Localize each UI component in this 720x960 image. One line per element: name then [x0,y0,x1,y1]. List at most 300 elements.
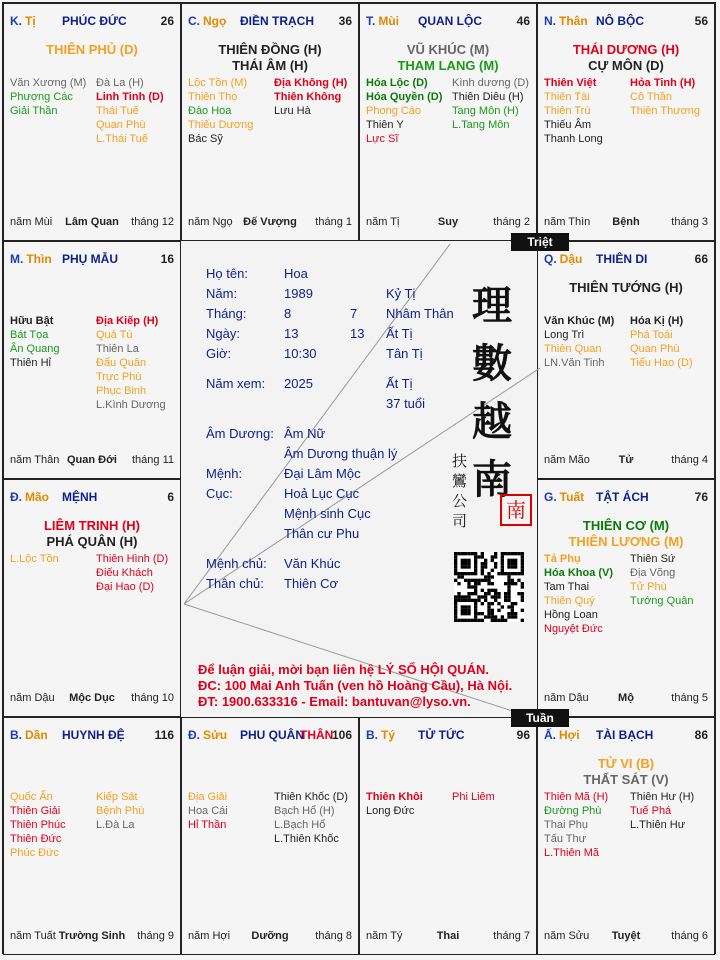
palace-header [10,14,174,30]
minor-star: Thai Phụ [544,819,589,831]
day-label: Ngày: [206,326,240,341]
minor-stars-left [544,790,630,860]
palace-name: PHÚC ĐỨC [62,14,127,28]
palace-age: 76 [694,490,708,504]
palace-age: 106 [331,728,352,742]
minor-star: Địa Kiếp (H) [96,315,159,327]
minor-star: Phục Binh [96,385,147,397]
palace-header [10,252,174,268]
contact-line1: Để luận giải, mời bạn liên hệ LÝ SỐ HỘI QUÁN. [198,662,489,677]
palace-header [544,490,708,506]
contact-line2: ĐC: 100 Mai Anh Tuấn (ven hồ Hoàng Cầu), Hà Nội. [198,678,513,693]
minor-stars-right [96,76,182,146]
minor-star: Hóa Lộc (D) [366,77,428,89]
minor-star: L.Thái Tuế [96,133,148,145]
minor-star: Đà La (H) [96,77,144,89]
palace-name: HUYNH ĐỆ [62,728,125,742]
palace-header [544,14,708,30]
hour-can: Tân Tị [386,346,423,361]
minor-star: Ân Quang [10,343,60,355]
minor-star: Thiên Sứ [630,553,676,565]
minor-star: Linh Tinh (D) [96,91,164,103]
triet-badge: Triệt [511,233,569,251]
palace-year: năm Mùi [10,216,53,228]
minor-star: Thiên Khốc (D) [274,791,348,803]
age-value: 37 tuổi [386,396,426,411]
palace-month: tháng 4 [671,454,708,466]
palace-can: Ấ. [544,728,556,742]
month-lunar: 7 [350,306,358,321]
year-can: Kỷ Tị [386,286,416,301]
palace-stage: Mộ [618,692,634,704]
palace-stage: Thai [436,930,460,942]
contact-line3: ĐT: 1900.633316 - Email: bantuvan@lyso.vn. [198,694,471,709]
minor-star: Thiên La [96,343,139,355]
minor-star: L.Thiên Mã [544,847,600,859]
palace-month: tháng 6 [671,930,708,942]
minor-star: Thiên Phúc [10,819,66,831]
palace-chi: Tị [25,14,36,28]
main-stars [538,280,714,296]
minor-star: Thiên Hư (H) [630,791,695,803]
palace-month: tháng 3 [671,216,708,228]
palace-month: tháng 12 [131,216,174,228]
palace-footer [544,692,708,706]
minor-stars-left [544,552,630,636]
palace-chi: Mùi [378,14,400,28]
minor-star: Địa Không (H) [274,77,348,89]
tu-vi-chart [2,2,716,954]
hour-value: 10:30 [284,346,317,361]
minor-stars-right [96,790,182,832]
palace-header [188,14,352,30]
minor-star: Cô Thần [630,91,672,103]
minor-star: Thiên Thương [630,105,701,117]
minor-star: Lưu Hà [274,105,311,117]
minor-star: Giải Thần [10,105,58,117]
minor-star: Long Trì [544,329,585,341]
palace-name: TÀI BẠCH [596,728,654,742]
day-can: Ất Tị [386,326,413,341]
palace-can: T. [366,14,376,28]
calligraphy-char: 理 [472,282,512,329]
palace-chi: Thìn [26,252,52,266]
minor-star: L.Lộc Tồn [10,553,59,565]
palace-footer [10,692,174,706]
menh-value: Đại Lâm Mộc [284,466,361,481]
cuc-relation: Mệnh sinh Cục [284,506,371,521]
palace-age: 46 [516,14,530,28]
palace-cell-ty[interactable] [3,3,181,241]
palace-month: tháng 2 [493,216,530,228]
minor-stars-left [188,76,274,146]
palace-cell-mui[interactable] [359,3,537,241]
minor-stars-right [630,76,716,118]
palace-stage: Trường Sinh [58,930,126,942]
minor-star: Bát Tọa [10,329,49,341]
palace-year: năm Mão [544,454,590,466]
palace-footer [544,216,708,230]
minor-star: Thiên Hỉ [10,357,51,369]
minor-star: Đào Hoa [188,105,232,117]
palace-age: 96 [516,728,530,742]
minor-star: Tấu Thư [544,833,587,845]
palace-cell-mao[interactable] [3,479,181,717]
year-solar: 1989 [284,286,313,301]
main-stars [182,42,358,74]
palace-month: tháng 7 [493,930,530,942]
main-star: VŨ KHÚC (M) [406,42,490,57]
minor-stars-left [10,790,96,860]
minor-star: Thiên Quan [544,343,602,355]
minor-star: Quả Tú [96,329,133,341]
minor-star: Văn Xương (M) [10,77,87,89]
calligraphy-small-char: 司 [452,512,468,530]
palace-can: M. [10,252,24,266]
main-star: THIÊN CƠ (M) [582,518,670,533]
than-chu-label: Thân chủ: [206,576,264,591]
palace-chi: Dậu [559,252,583,266]
minor-star: Lực Sĩ [366,133,399,145]
minor-star: Phi Liêm [452,791,495,803]
minor-stars-left [544,76,630,146]
palace-chi: Mão [25,490,49,504]
minor-stars-right [630,314,716,370]
main-stars [538,756,714,788]
palace-stage: Lâm Quan [65,216,119,228]
month-solar: 8 [284,306,292,321]
palace-stage: Dưỡng [251,930,289,942]
minor-star: L.Thiên Khốc [274,833,339,845]
minor-star: Đại Hao (D) [96,581,155,593]
minor-star: Thiếu Âm [544,119,592,131]
palace-year: năm Tý [366,930,403,942]
palace-footer [544,454,708,468]
minor-stars-right [630,552,716,608]
minor-star: L.Tang Môn [452,119,510,131]
than-chu-value: Thiên Cơ [284,576,339,591]
minor-star: L.Đà La [96,819,135,831]
palace-can: Đ. [188,728,200,742]
palace-age: 6 [167,490,174,504]
day-solar: 13 [284,326,299,341]
palace-age: 66 [694,252,708,266]
center-info-panel [184,244,540,720]
month-label: Tháng: [206,306,247,321]
minor-star: Thiên Trù [544,105,591,117]
palace-can: Q. [544,252,557,266]
minor-stars-left [10,76,96,118]
palace-chi: Tý [381,728,396,742]
palace-cell-thin[interactable] [3,241,181,479]
palace-age: 56 [694,14,708,28]
palace-month: tháng 9 [137,930,174,942]
palace-can: N. [544,14,556,28]
palace-year: năm Sửu [544,930,590,942]
palace-cell-hoi[interactable] [537,717,715,955]
main-stars [538,518,714,550]
minor-star: Phượng Các [10,91,73,103]
palace-stage: Đế Vượng [243,216,297,228]
palace-stage: Bệnh [612,216,640,228]
minor-star: Long Đức [366,805,415,817]
minor-star: Kiếp Sát [96,791,138,803]
palace-footer [10,216,174,230]
day-lunar: 13 [350,326,365,341]
palace-year: năm Thân [10,454,60,466]
palace-header [10,490,174,506]
main-star: THÁI DƯƠNG (H) [572,42,680,57]
palace-year: năm Tuất [10,930,56,942]
minor-star: Đẩu Quân [96,357,147,369]
minor-star: Hồng Loan [544,609,598,621]
main-star: THIÊN PHỦ (D) [46,42,138,57]
minor-star: Thiên Quý [544,595,595,607]
minor-star: Thiên Việt [544,77,597,89]
palace-stage: Tử [618,454,634,466]
palace-cell-dan[interactable] [3,717,181,955]
main-stars [538,42,714,74]
name-label: Họ tên: [206,266,248,281]
name-value: Hoa [284,266,308,281]
palace-can: Đ. [10,490,22,504]
minor-star: Thiên Mã (H) [544,791,609,803]
calligraphy-char: 南 [472,456,512,503]
main-star: PHÁ QUÂN (H) [46,534,138,549]
palace-name: QUAN LỘC [418,14,482,28]
palace-year: năm Thìn [544,216,591,228]
main-star: CỰ MÔN (D) [588,58,664,73]
minor-star: Thiếu Dương [188,119,254,131]
palace-can: B. [366,728,378,742]
tuan-badge: Tuần [511,709,569,727]
palace-chi: Tuất [559,490,585,504]
menh-chu-label: Mệnh chủ: [206,556,267,571]
main-star: THAM LANG (M) [397,58,499,73]
palace-month: tháng 8 [315,930,352,942]
minor-star: Tam Thai [544,581,590,593]
palace-year: năm Hợi [188,930,231,942]
palace-month: tháng 5 [671,692,708,704]
palace-footer [188,216,352,230]
calligraphy-char: 越 [472,398,512,445]
minor-star: Tử Phù [630,581,667,593]
minor-star: Phá Toái [630,329,673,341]
palace-cell-suu[interactable] [181,717,359,955]
palace-chi: Hợi [559,728,580,742]
palace-footer [366,216,530,230]
minor-star: Kình dương (D) [452,77,529,89]
main-star: TỬ VI (B) [597,756,655,771]
palace-age: 16 [160,252,174,266]
view-year-can: Ất Tị [386,376,413,391]
palace-month: tháng 1 [315,216,352,228]
menh-chu-value: Văn Khúc [284,556,341,571]
minor-stars-right [96,314,182,412]
palace-cell-than[interactable] [537,3,715,241]
hour-label: Giờ: [206,346,232,361]
palace-cell-dau[interactable] [537,241,715,479]
main-star: THÁI ÂM (H) [232,58,308,73]
palace-chi: Dần [25,728,48,742]
minor-star: Bác Sỹ [188,133,223,145]
minor-star: Địa Giải [188,791,228,803]
minor-star: Thiên Giải [10,805,61,817]
minor-stars-left [366,76,452,146]
minor-stars-left [10,552,96,566]
minor-star: Quan Phù [96,119,146,131]
palace-footer [544,930,708,944]
calligraphy-small-char: 扶 [452,452,468,470]
minor-star: Tướng Quân [630,595,694,607]
seal-stamp: 南 [500,494,532,526]
palace-month: tháng 11 [131,454,174,466]
palace-age: 26 [160,14,174,28]
calligraphy-char: 數 [472,340,512,387]
palace-name: PHỤ MẪU [62,252,118,266]
cuc-label: Cục: [206,486,233,501]
main-star: THIÊN TƯỚNG (H) [569,280,683,295]
minor-star: Thiên Đức [10,833,62,845]
minor-stars-right [452,76,538,132]
minor-star: Tiểu Hao (D) [630,357,693,369]
main-stars [4,42,180,58]
palace-can: C. [188,14,200,28]
minor-stars-left [10,314,96,370]
main-star: LIÊM TRINH (H) [43,518,141,533]
palace-chi: Sửu [203,728,228,742]
main-stars [360,42,536,74]
minor-star: Hỏa Tinh (H) [630,77,696,89]
minor-star: Thiên Y [366,119,404,131]
minor-star: Thái Tuế [96,105,139,117]
qr-code[interactable] [454,552,524,622]
amduong-value: Âm Nữ [284,426,326,441]
palace-year: năm Dậu [10,692,55,704]
palace-header [544,252,708,268]
palace-name: NÔ BỘC [596,14,644,28]
minor-stars-left [188,790,274,832]
minor-star: Tang Môn (H) [452,105,519,117]
palace-header [366,14,530,30]
main-star: THẤT SÁT (V) [583,772,669,787]
minor-star: Phong Cáo [366,105,422,117]
palace-year: năm Tị [366,216,400,228]
minor-stars-left [366,790,452,818]
palace-header [10,728,174,744]
palace-stage: Quan Đới [67,454,117,466]
palace-stage: Suy [437,216,459,228]
minor-star: L.Thiên Hư [630,819,686,831]
cuc-value: Hoả Lục Cục [284,486,360,501]
palace-extra-than: THÂN [300,728,334,742]
minor-star: Bệnh Phù [96,805,145,817]
minor-star: Thiên Khôi [366,791,423,803]
minor-star: Điếu Khách [96,567,153,579]
palace-can: G. [544,490,557,504]
minor-stars-right [274,790,360,846]
minor-star: Hóa Quyền (D) [366,91,443,103]
minor-star: L.Bạch Hổ [274,819,326,831]
palace-year: năm Ngọ [188,216,233,228]
calligraphy-small-char: 公 [452,492,468,510]
minor-star: Thiên Không [274,91,342,103]
minor-star: Trực Phù [96,371,142,383]
minor-star: Thiên Thọ [188,91,238,103]
main-star: THIÊN LƯƠNG (M) [568,534,684,549]
minor-star: Quan Phù [630,343,680,355]
menh-label: Mệnh: [206,466,243,481]
minor-star: Nguyệt Đức [544,623,603,635]
minor-star: Địa Võng [630,567,676,579]
palace-stage: Mộc Dục [69,692,115,704]
palace-can: K. [10,14,22,28]
palace-stage: Tuyệt [611,930,641,942]
palace-footer [366,930,530,944]
calligraphy-small-char: 鸞 [452,472,468,490]
palace-cell-ngo[interactable] [181,3,359,241]
minor-stars-left [544,314,630,370]
minor-star: Thanh Long [544,133,603,145]
palace-name: PHU QUÂN [240,728,305,742]
main-stars [4,518,180,550]
amduong-relation: Âm Dương thuận lý [284,446,398,461]
palace-year: năm Dậu [544,692,589,704]
minor-star: Bạch Hổ (H) [274,805,335,817]
minor-stars-right [274,76,360,118]
minor-star: Thiên Diêu (H) [452,91,524,103]
palace-footer [10,454,174,468]
minor-star: Hóa Kị (H) [630,315,684,327]
palace-header [544,728,708,744]
palace-age: 86 [694,728,708,742]
palace-chi: Ngọ [203,14,227,28]
palace-cell-tuat[interactable] [537,479,715,717]
amduong-label: Âm Dương: [206,426,274,441]
palace-footer [188,930,352,944]
month-can: Nhâm Thân [386,306,454,321]
palace-footer [10,930,174,944]
minor-star: Quốc Ấn [10,791,53,803]
palace-name: MỆNH [62,490,98,504]
minor-star: L.Kình Dương [96,399,166,411]
minor-star: LN.Văn Tinh [544,357,605,369]
minor-star: Tả Phụ [544,553,581,565]
palace-chi: Thân [559,14,588,28]
minor-star: Thiên Hình (D) [96,553,169,565]
palace-can: B. [10,728,22,742]
palace-header [366,728,530,744]
palace-month: tháng 10 [131,692,174,704]
palace-age: 116 [154,728,174,742]
minor-star: Thiên Tài [544,91,590,103]
minor-star: Phúc Đức [10,847,59,859]
than-position: Thân cư Phu [284,526,360,541]
palace-name: TẬT ÁCH [596,490,649,504]
minor-star: Đường Phù [544,805,602,817]
palace-name: TỬ TỨC [418,728,465,742]
main-star: THIÊN ĐỒNG (H) [218,42,322,57]
minor-stars-right [452,790,538,804]
minor-star: Hóa Khoa (V) [544,567,614,579]
view-year: 2025 [284,376,313,391]
minor-star: Lộc Tồn (M) [188,77,248,89]
palace-cell-ti[interactable] [359,717,537,955]
minor-star: Hoa Cái [188,805,228,817]
palace-age: 36 [338,14,352,28]
minor-star: Hỉ Thần [188,819,227,831]
palace-name: THIÊN DI [596,252,648,266]
